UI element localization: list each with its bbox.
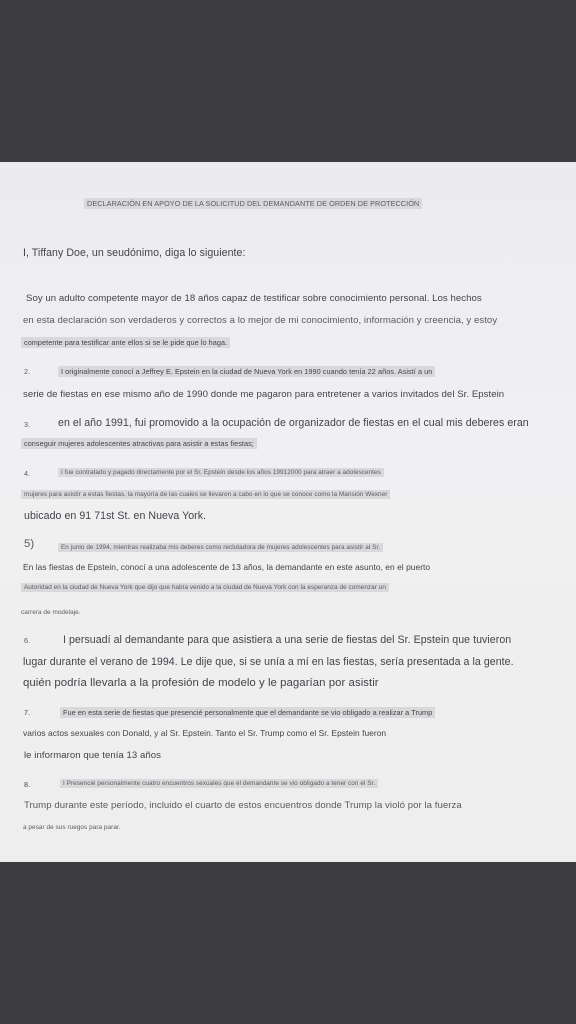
p7-line1: Fue en esta serie de fiestas que presencié personalmente que el demandante se vio obligado a realizar a Trump [60, 707, 435, 718]
p7-line2: varios actos sexuales con Donald, y al Sr. Epstein. Tanto el Sr. Trump como el Sr. Epstein fueron [23, 728, 387, 738]
p5-line2: En las fiestas de Epstein, conocí a una adolescente de 13 años, la demandante en este asunto, en el puerto [23, 562, 431, 572]
p2-number: 2. [24, 367, 31, 376]
p5-number: 5) [24, 538, 35, 550]
p1-line1: Soy un adulto competente mayor de 18 años capaz de testificar sobre conocimiento personal. Los hechos [26, 293, 482, 304]
p5-line3: Autoridad en la ciudad de Nueva York que dijo que había venido a la ciudad de Nueva York con la esperanza de comenzar un [21, 583, 389, 592]
p6-line2: lugar durante el verano de 1994. Le dije que, si se unía a mí en las fiestas, sería presentada a la gente. [23, 656, 514, 668]
p1-line3: competente para testificar ante ellos si se le pide que lo haga. [21, 337, 230, 348]
p5-line1: En junio de 1994, mientras realizaba mis deberes como reclutadora de mujeres adolescentes para asistir al Sr. [58, 543, 383, 552]
p5-line4: carrera de modelaje. [21, 609, 81, 616]
p6-line1: I persuadí al demandante para que asistiera a una serie de fiestas del Sr. Epstein que tuvieron [63, 634, 512, 646]
p8-line2: Trump durante este período, incluido el cuarto de estos encuentros donde Trump la violó por la fuerza [24, 800, 462, 811]
document-title: DECLARACIÓN EN APOYO DE LA SOLICITUD DEL DEMANDANTE DE ORDEN DE PROTECCIÓN [84, 198, 422, 209]
document-page [0, 162, 576, 862]
p2-line2: serie de fiestas en ese mismo año de 1990 donde me pagaron para entretener a varios invitados del Sr. Epstein [23, 389, 505, 400]
p3-line2: conseguir mujeres adolescentes atractivas para asistir a estas fiestas; [21, 438, 257, 449]
p7-number: 7. [24, 708, 31, 717]
bottom-black-bar [0, 862, 576, 1024]
p3-line1: en el año 1991, fui promovido a la ocupación de organizador de fiestas en el cual mis deberes eran [58, 417, 529, 429]
p1-line2: en esta declaración son verdaderos y correctos a lo mejor de mi conocimiento, información y creencia, y estoy [23, 315, 498, 326]
p6-number: 6. [24, 636, 31, 645]
p2-line1: I originalmente conocí a Jeffrey E. Epstein en la ciudad de Nueva York en 1990 cuando tenía 22 años. Asistí a un [58, 366, 435, 377]
p4-line3: ubicado en 91 71st St. en Nueva York. [24, 510, 207, 522]
p3-number: 3. [24, 420, 31, 429]
p4-number: 4. [24, 469, 31, 478]
p4-line1: I fue contratado y pagado directamente por el Sr. Epstein desde los años 19912000 para atraer a adolescentes [58, 468, 384, 477]
p8-line3: a pesar de sus ruegos para parar. [23, 824, 121, 831]
p8-line1: I Presencié personalmente cuatro encuentros sexuales que el demandante se vio obligado a tener con el Sr. [60, 779, 378, 788]
p6-line3: quién podría llevarla a la profesión de modelo y le pagarían por asistir [23, 677, 379, 689]
top-black-bar [0, 0, 576, 162]
p4-line2: mujeres para asistir a estas fiestas, la mayoría de las cuales se llevaron a cabo en lo que se conoce como la Mansión Wexner [21, 490, 390, 499]
p7-line3: le informaron que tenía 13 años [24, 750, 162, 761]
intro-line: I, Tiffany Doe, un seudónimo, diga lo siguiente: [23, 247, 246, 259]
p8-number: 8. [24, 780, 31, 789]
